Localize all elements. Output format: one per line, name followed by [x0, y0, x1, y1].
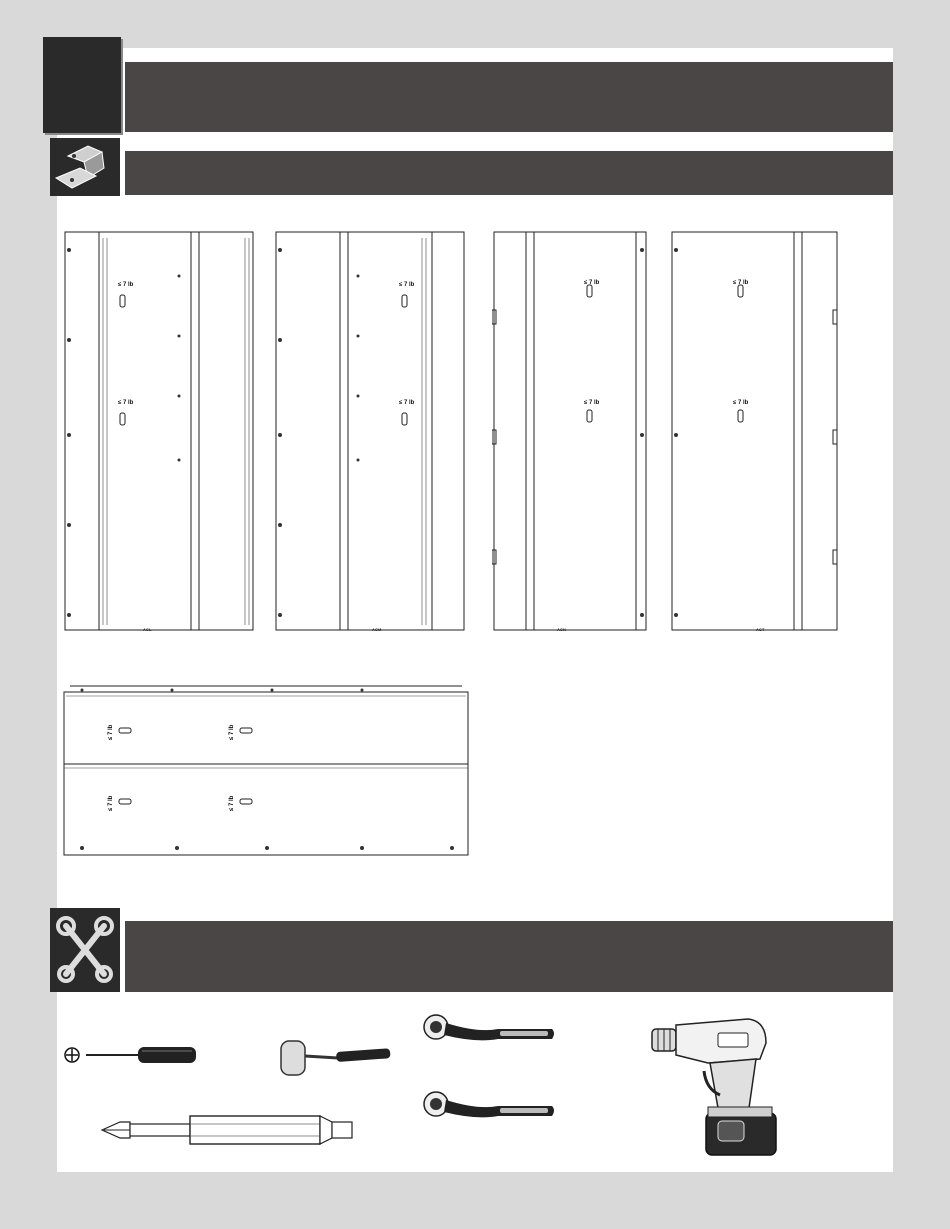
cabinet-horizontal-panel: [62, 684, 472, 859]
part-code: AGT: [756, 627, 765, 632]
weight-limit-label: ≤ 7 lb: [108, 795, 114, 811]
tools-title-bar: [125, 921, 893, 992]
rubber-mallet-tool: [278, 1038, 393, 1083]
weight-limit-label: ≤ 7 lb: [118, 400, 134, 406]
weight-limit-label: ≤ 7 lb: [584, 400, 600, 406]
cabinet-side-panel-2: [274, 230, 469, 635]
cordless-drill-tool: [648, 1015, 783, 1170]
bracket-icon: [50, 138, 120, 196]
ratchet-wrench-tool: [418, 1090, 558, 1129]
phillips-bit-tool: [100, 1112, 355, 1153]
weight-limit-label: ≤ 7 lb: [229, 724, 235, 740]
cabinet-side-panel-1: [63, 230, 258, 635]
part-code: AGN: [557, 627, 566, 632]
weight-limit-label: ≤ 7 lb: [733, 280, 749, 286]
section-icon-box: [50, 138, 120, 196]
step-number-tab: [43, 37, 121, 133]
step-title-bar: [125, 62, 893, 132]
weight-limit-label: ≤ 7 lb: [399, 282, 415, 288]
ratchet-wrench-tool: [418, 1013, 558, 1052]
tools-icon-box: [50, 908, 120, 992]
cabinet-door-panel-4: [670, 230, 845, 635]
cabinet-door-panel-3: [492, 230, 652, 635]
weight-limit-label: ≤ 7 lb: [733, 400, 749, 406]
weight-limit-label: ≤ 7 lb: [108, 724, 114, 740]
section-title-bar: [125, 151, 893, 195]
weight-limit-label: ≤ 7 lb: [399, 400, 415, 406]
weight-limit-label: ≤ 7 lb: [584, 280, 600, 286]
wrench-screwdriver-icon: [50, 908, 120, 992]
phillips-screwdriver-tool: [62, 1040, 202, 1075]
weight-limit-label: ≤ 7 lb: [229, 795, 235, 811]
part-code: AGL: [143, 627, 152, 632]
weight-limit-label: ≤ 7 lb: [118, 282, 134, 288]
part-code: AGM: [372, 627, 382, 632]
